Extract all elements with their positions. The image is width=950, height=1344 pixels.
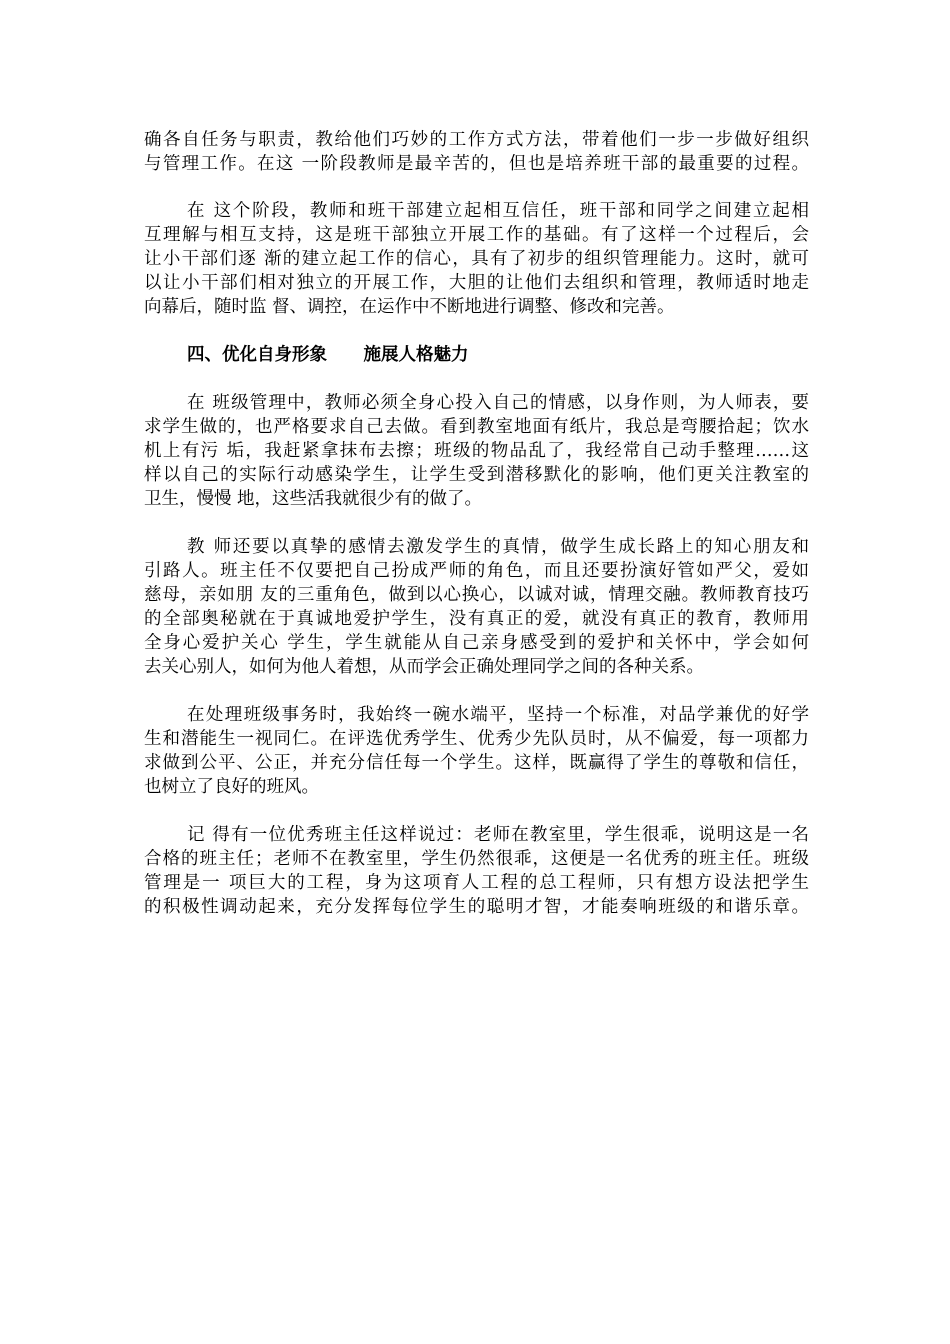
paragraph-4-line-4: 的全部奥秘就在于真诚地爱护学生，没有真正的爱，就没有真正的教育，教师用 xyxy=(144,609,809,629)
paragraph-3-line-1: 在 班级管理中，教师必须全身心投入自己的情感，以身作则，为人师表，要 xyxy=(187,393,809,413)
paragraph-1-line-1: 确各自任务与职责，教给他们巧妙的工作方式方法，带着他们一步一步做好组织 xyxy=(144,130,809,150)
paragraph-3-line-4: 样以自己的实际行动感染学生，让学生受到潜移默化的影响，他们更关注教室的 xyxy=(144,465,809,485)
paragraph-2-line-4: 以让小干部们相对独立的开展工作，大胆的让他们去组织和管理，教师适时地走 xyxy=(144,273,809,293)
paragraph-2-line-3: 让小干部们逐 渐的建立起工作的信心，具有了初步的组织管理能力。这时，就可 xyxy=(144,249,809,269)
paragraph-3-line-3: 机上有污 垢，我赶紧拿抹布去擦；班级的物品乱了，我经常自己动手整理……这 xyxy=(144,441,809,461)
paragraph-4-line-5: 全身心爱护关心 学生，学生就能从自己亲身感受到的爱护和关怀中，学会如何 xyxy=(144,633,809,653)
paragraph-3-line-2: 求学生做的，也严格要求自己去做。看到教室地面有纸片，我总是弯腰拾起；饮水 xyxy=(144,417,809,437)
paragraph-4-line-3: 慈母，亲如朋 友的三重角色，做到以心换心，以诚对诚，情理交融。教师教育技巧 xyxy=(144,585,809,605)
paragraph-6-line-1: 记 得有一位优秀班主任这样说过：老师在教室里，学生很乖，说明这是一名 xyxy=(187,825,809,845)
paragraph-5-line-3: 求做到公平、公正，并充分信任每一个学生。这样，既赢得了学生的尊敬和信任， xyxy=(144,753,809,773)
paragraph-6-line-3: 管理是一 项巨大的工程，身为这项育人工程的总工程师，只有想方设法把学生 xyxy=(144,873,809,893)
paragraph-5-line-2: 生和潜能生一视同仁。在评选优秀学生、优秀少先队员时，从不偏爱，每一项都力 xyxy=(144,729,809,749)
paragraph-4-line-6: 去关心别人，如何为他人着想，从而学会正确处理同学之间的各种关系。 xyxy=(144,657,704,677)
paragraph-4-line-2: 引路人。班主任不仅要把自己扮成严师的角色，而且还要扮演好管如严父，爱如 xyxy=(144,561,809,581)
paragraph-6-line-4: 的积极性调动起来，充分发挥每位学生的聪明才智，才能奏响班级的和谐乐章。 xyxy=(144,897,809,917)
paragraph-1-line-2: 与管理工作。在这 一阶段教师是最辛苦的，但也是培养班干部的最重要的过程。 xyxy=(144,154,809,174)
paragraph-2-line-5: 向幕后，随时监 督、调控，在运作中不断地进行调整、修改和完善。 xyxy=(144,297,675,317)
paragraph-3-line-5: 卫生，慢慢 地，这些活我就很少有的做了。 xyxy=(144,489,483,509)
paragraph-5-line-4: 也树立了良好的班风。 xyxy=(144,777,319,797)
paragraph-2-line-1: 在 这个阶段，教师和班干部建立起相互信任，班干部和同学之间建立起相 xyxy=(187,201,809,221)
paragraph-4-line-1: 教 师还要以真挚的感情去激发学生的真情，做学生成长路上的知心朋友和 xyxy=(187,537,809,557)
paragraph-2-line-2: 互理解与相互支持，这是班干部独立开展工作的基础。有了这样一个过程后，会 xyxy=(144,225,809,245)
paragraph-6-line-2: 合格的班主任；老师不在教室里，学生仍然很乖，这便是一名优秀的班主任。班级 xyxy=(144,849,809,869)
section-heading: 四、优化自身形象 施展人格魅力 xyxy=(187,345,469,365)
paragraph-5-line-1: 在处理班级事务时，我始终一碗水端平，坚持一个标准，对品学兼优的好学 xyxy=(187,705,809,725)
